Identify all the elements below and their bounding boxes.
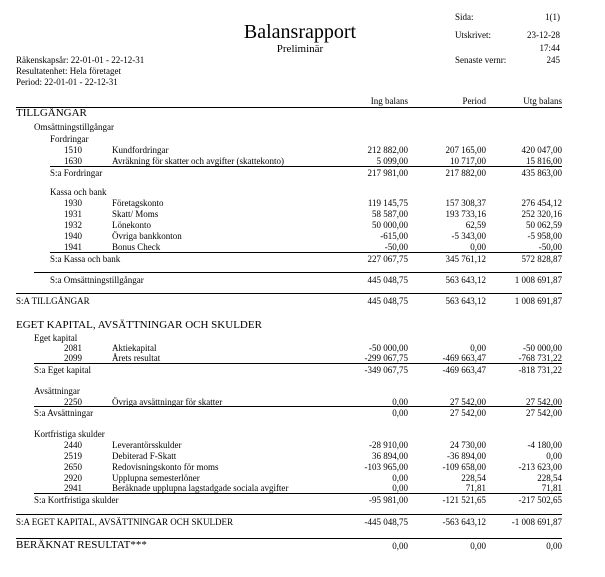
group-heading [0,134,605,145]
sum-row [0,408,605,419]
sum-label: S:a Omsättningstillgångar [50,275,144,285]
ing-balans-value: 58 587,00 [372,209,408,219]
utg-balans-value: 228,54 [537,473,562,483]
sum-label: S:a Kassa och bank [50,254,121,264]
result-unit: Resultatenhet: Hela företaget [16,66,121,76]
period-value: 27 542,00 [450,408,486,418]
ing-balans-value: 0,00 [392,483,408,493]
section-title: EGET KAPITAL, AVSÄTTNINGAR OCH SKULDER [16,319,262,331]
ing-balans-value: -50,00 [384,242,408,252]
utg-balans-value: -213 623,00 [518,462,562,472]
utg-balans-value: 0,00 [546,541,562,551]
period-value: 345 761,12 [445,254,486,264]
ing-balans-value: 217 981,00 [367,168,408,178]
group-heading [0,429,605,440]
account-number: 1630 [64,156,82,166]
account-name: Skatt/ Moms [112,209,159,219]
account-row [0,440,605,451]
account-name: Beräknade upplupna lagstadgade sociala avgifter [112,483,289,493]
group-title: Kassa och bank [50,187,107,197]
ing-balans-value: -615,00 [380,231,408,241]
utg-balans-value: -818 731,22 [518,365,562,375]
page-value: 1(1) [545,12,560,22]
divider-line [50,252,562,253]
utg-balans-value: 252 320,16 [521,209,562,219]
ing-balans-value: -95 981,00 [369,495,408,505]
period-value: 27 542,00 [450,397,486,407]
period-value: 0,00 [470,541,486,551]
account-name: Upplupna semesterlöner [112,473,200,483]
ing-balans-value: 212 882,00 [367,145,408,155]
col-header-ing-balans: Ing balans [370,96,408,106]
ing-balans-value: -103 965,00 [364,462,408,472]
account-row [0,198,605,209]
period-value: 24 730,00 [450,440,486,450]
account-number: 1931 [64,209,82,219]
period-value: 71,81 [465,483,486,493]
ing-balans-value: 0,00 [392,473,408,483]
sum-row [0,275,605,286]
section-title: TILLGÅNGAR [16,107,87,119]
sum-label: S:a Kortfristiga skulder [34,495,119,505]
account-name: Avräkning för skatter och avgifter (skattekonto) [112,156,285,166]
sum-row [0,517,605,528]
sum-row [0,168,605,179]
account-number: 1941 [64,242,82,252]
sum-label: S:a Eget kapital [34,365,91,375]
divider-line [34,272,562,273]
account-row [0,209,605,220]
result-label: BERÄKNAT RESULTAT*** [16,539,147,551]
account-row [0,451,605,462]
account-name: Övriga bankkonton [112,231,182,241]
ing-balans-value: 0,00 [392,408,408,418]
utg-balans-value: 27 542,00 [526,397,562,407]
utg-balans-value: 276 454,12 [521,198,562,208]
group-title: Eget kapital [34,333,78,343]
utg-balans-value: 71,81 [541,483,562,493]
account-name: Bonus Check [112,242,161,252]
account-number: 1510 [64,145,82,155]
account-number: 2440 [64,440,82,450]
ing-balans-value: -445 048,75 [364,517,408,527]
period-value: -109 658,00 [442,462,486,472]
utg-balans-value: 0,00 [546,451,562,461]
group-title: Omsättningstillgångar [34,122,114,132]
section-heading [0,107,605,120]
utg-balans-value: -4 180,00 [527,440,562,450]
period-value: 217 882,00 [445,168,486,178]
fiscal-year: Räkenskapsår: 22-01-01 - 22-12-31 [16,55,145,65]
account-number: 1940 [64,231,82,241]
utg-balans-value: -5 958,00 [527,231,562,241]
ing-balans-value: 0,00 [392,541,408,551]
account-number: 2650 [64,462,82,472]
report-title: Balansrapport [243,21,357,43]
period-value: 563 643,12 [445,275,486,285]
group-title: Avsättningar [34,386,80,396]
utg-balans-value: -768 731,22 [518,353,562,363]
calculated-result-row [0,541,605,554]
sum-label: S:a Avsättningar [34,408,94,418]
account-number: 1932 [64,220,82,230]
period-value: -563 643,12 [442,517,486,527]
account-number: 2250 [64,397,82,407]
sum-row [0,365,605,376]
group-heading [0,187,605,198]
account-name: Kundfordringar [112,145,169,155]
ing-balans-value: -299 067,75 [364,353,408,363]
utg-balans-value: -217 502,65 [518,495,562,505]
account-number: 2081 [64,343,82,353]
period-value: 207 165,00 [445,145,486,155]
ing-balans-value: 119 145,75 [367,198,408,208]
ing-balans-value: -50 000,00 [369,343,408,353]
sum-label: S:A TILLGÅNGAR [16,296,90,306]
utg-balans-value: 1 008 691,87 [514,275,562,285]
sum-label: S:a Fordringar [50,168,103,178]
printed-label: Utskrivet: [455,30,491,40]
ing-balans-value: 445 048,75 [367,296,408,306]
utg-balans-value: 420 047,00 [521,145,562,155]
group-title: Fordringar [50,134,89,144]
period-value: 157 308,37 [445,198,486,208]
account-number: 2099 [64,353,82,363]
account-name: Företagskonto [112,198,164,208]
period-value: -469 663,47 [442,365,486,375]
account-name: Leverantörsskulder [112,440,182,450]
divider-line [16,514,562,515]
col-header-utg-balans: Utg balans [523,96,562,106]
divider-line [16,293,562,294]
ing-balans-value: 50 000,00 [372,220,408,230]
utg-balans-value: 15 816,00 [526,156,562,166]
utg-balans-value: -50 000,00 [523,343,562,353]
divider-line [34,406,562,407]
account-name: Lönekonto [112,220,151,230]
ing-balans-value: -349 067,75 [364,365,408,375]
group-heading [0,122,605,133]
account-number: 1930 [64,198,82,208]
utg-balans-value: 50 062,59 [526,220,562,230]
sum-row [0,296,605,307]
latest-voucher-value: 245 [546,55,560,65]
account-number: 2519 [64,451,82,461]
report-subtitle: Preliminär [276,43,324,55]
col-header-period: Period [462,96,486,106]
divider-line [34,493,562,494]
ing-balans-value: 445 048,75 [367,275,408,285]
ing-balans-value: 0,00 [392,397,408,407]
ing-balans-value: 5 099,00 [376,156,408,166]
utg-balans-value: 435 863,00 [521,168,562,178]
ing-balans-value: -28 910,00 [369,440,408,450]
account-name: Debiterad F-Skatt [112,451,177,461]
period-value: -36 894,00 [447,451,486,461]
sum-row [0,495,605,506]
account-row [0,231,605,242]
utg-balans-value: -50,00 [538,242,562,252]
account-row [0,462,605,473]
ing-balans-value: 227 067,75 [367,254,408,264]
period: Period: 22-01-01 - 22-12-31 [16,77,118,87]
section-heading [0,319,605,332]
period-value: 10 717,00 [450,156,486,166]
utg-balans-value: 572 828,87 [521,254,562,264]
ing-balans-value: 36 894,00 [372,451,408,461]
account-number: 2920 [64,473,82,483]
account-name: Övriga avsättningar för skatter [112,397,223,407]
page-label: Sida: [455,12,474,22]
account-number: 2941 [64,483,82,493]
account-name: Årets resultat [112,353,161,363]
period-value: 563 643,12 [445,296,486,306]
sum-row [0,254,605,265]
divider-line [50,166,562,167]
period-value: 228,54 [461,473,486,483]
utg-balans-value: 27 542,00 [526,408,562,418]
printed-date: 23-12-28 [527,30,560,40]
latest-voucher-label: Senaste vernr: [455,55,507,65]
period-value: 0,00 [470,343,486,353]
group-title: Kortfristiga skulder [34,429,105,439]
account-row [0,145,605,156]
utg-balans-value: 1 008 691,87 [514,296,562,306]
printed-time: 17:44 [539,43,560,53]
account-row [0,220,605,231]
sum-label: S:A EGET KAPITAL, AVSÄTTNINGAR OCH SKULDER [16,517,233,527]
period-value: 0,00 [470,242,486,252]
period-value: 193 733,16 [445,209,486,219]
account-name: Redovisningskonto för moms [112,462,219,472]
period-value: -469 663,47 [442,353,486,363]
period-value: -121 521,65 [442,495,486,505]
utg-balans-value: -1 008 691,87 [511,517,562,527]
account-name: Aktiekapital [112,343,157,353]
group-heading [0,386,605,397]
divider-line [34,363,562,364]
period-value: 62,59 [465,220,486,230]
period-value: -5 343,00 [451,231,486,241]
